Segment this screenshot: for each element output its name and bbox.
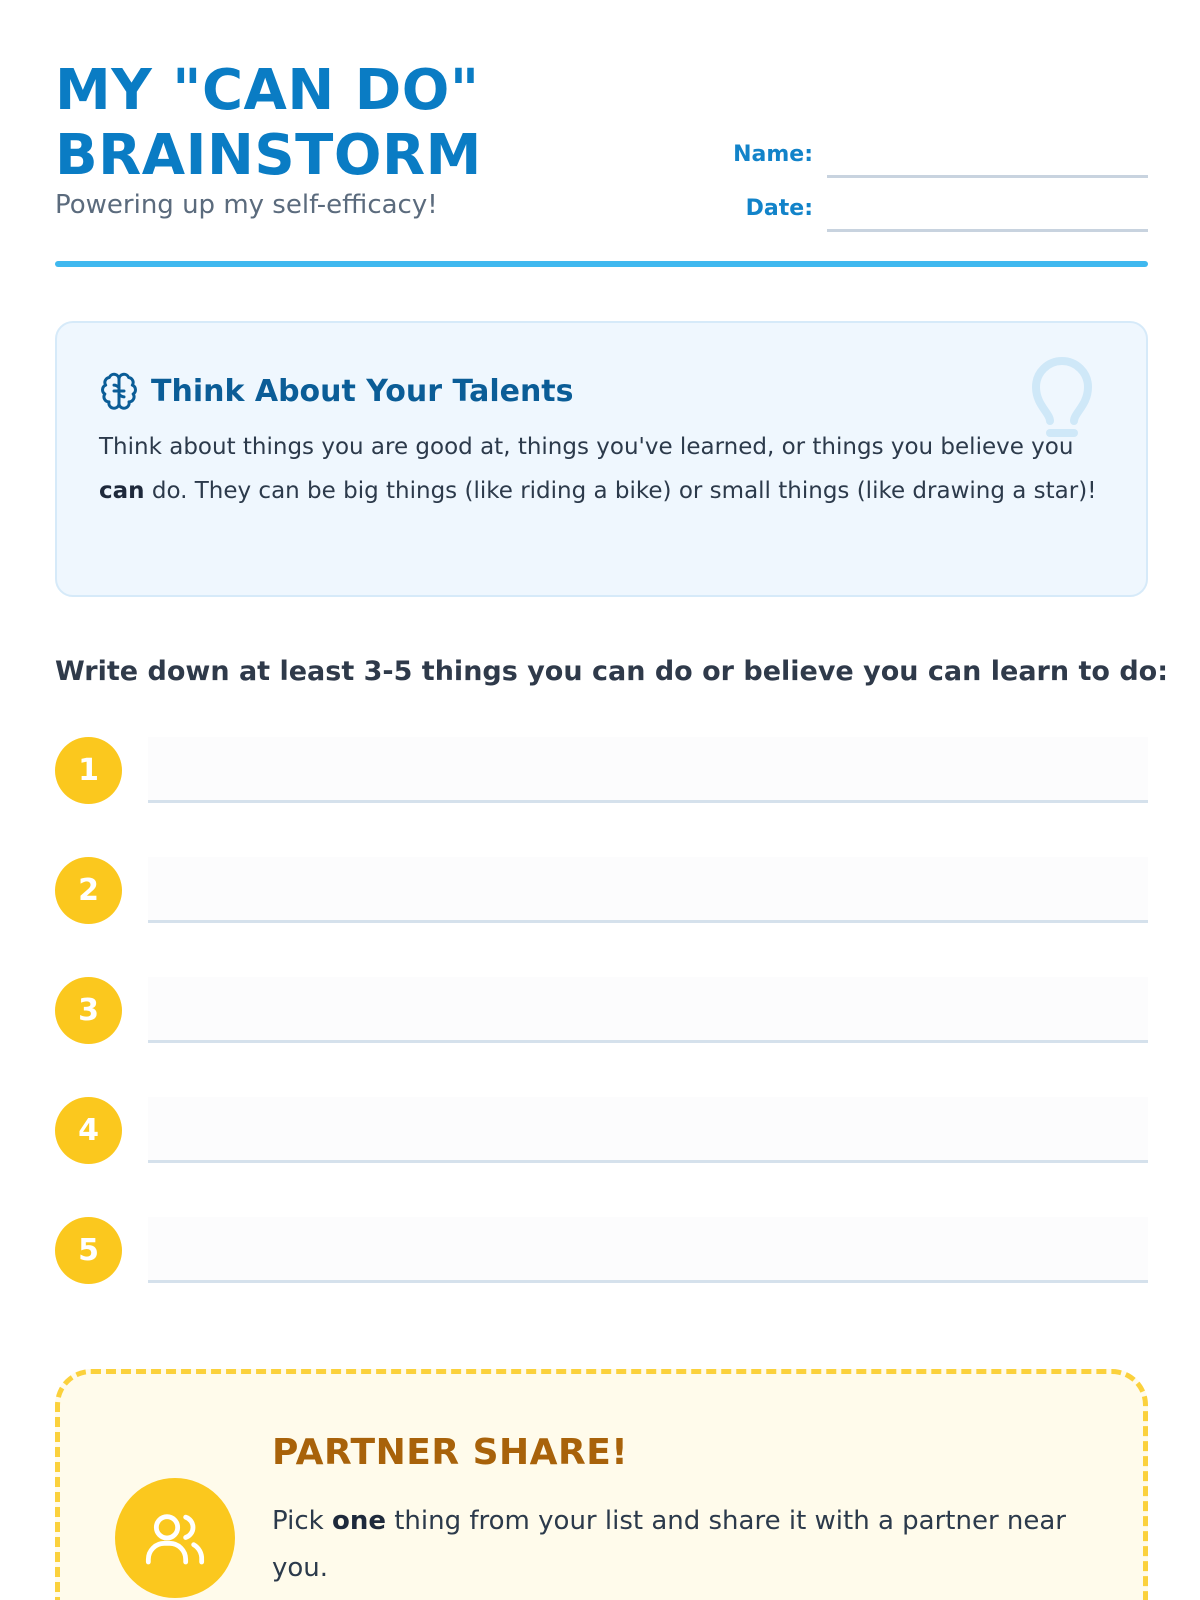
talents-box <box>55 321 1148 597</box>
page-subtitle: Powering up my self-efficacy! <box>55 190 438 220</box>
answer-field-1[interactable] <box>148 737 1148 803</box>
title-line-2: BRAINSTORM <box>55 123 482 188</box>
name-label: Name: <box>733 142 813 167</box>
users-icon <box>143 1506 207 1570</box>
date-field-row <box>728 192 1148 232</box>
list-item <box>55 1217 1148 1285</box>
talents-header <box>99 371 574 411</box>
partner-share-box <box>55 1369 1148 1600</box>
number-badge: 4 <box>55 1097 122 1164</box>
name-field[interactable] <box>827 175 1148 178</box>
header-divider <box>55 261 1148 267</box>
brain-icon <box>99 371 139 411</box>
answer-field-5[interactable] <box>148 1217 1148 1283</box>
partner-text-part: Pick <box>272 1506 332 1536</box>
talents-title: Think About Your Talents <box>151 373 574 409</box>
answer-field-3[interactable] <box>148 977 1148 1043</box>
talents-text-part: Think about things you are good at, things you've learned, or things you believe you <box>99 434 1074 460</box>
partner-text-emphasis: one <box>331 1506 386 1536</box>
list-item <box>55 737 1148 805</box>
number-badge: 1 <box>55 737 122 804</box>
answer-field-4[interactable] <box>148 1097 1148 1163</box>
list-item <box>55 857 1148 925</box>
number-badge: 3 <box>55 977 122 1044</box>
talents-text-part: do. They can be big things (like riding a bike) or small things (like drawing a star)! <box>144 478 1097 504</box>
date-field[interactable] <box>827 229 1148 232</box>
partner-icon-badge <box>115 1478 235 1598</box>
answer-field-2[interactable] <box>148 857 1148 923</box>
title-line-1: MY "CAN DO" <box>55 58 480 123</box>
number-badge: 5 <box>55 1217 122 1284</box>
partner-share-title: PARTNER SHARE! <box>272 1432 629 1473</box>
worksheet-page <box>55 0 1169 1600</box>
page-title <box>55 58 615 188</box>
number-badge: 2 <box>55 857 122 924</box>
list-instruction: Write down at least 3-5 things you can do or believe you can learn to do: <box>55 656 1169 687</box>
date-label: Date: <box>745 196 813 221</box>
name-field-row <box>728 138 1148 178</box>
partner-text-part: thing from your list and share it with a partner near you. <box>272 1506 1066 1583</box>
partner-share-text <box>272 1498 1092 1592</box>
talents-description <box>99 425 1109 513</box>
list-item <box>55 977 1148 1045</box>
talents-text-emphasis: can <box>99 478 145 504</box>
list-item <box>55 1097 1148 1165</box>
